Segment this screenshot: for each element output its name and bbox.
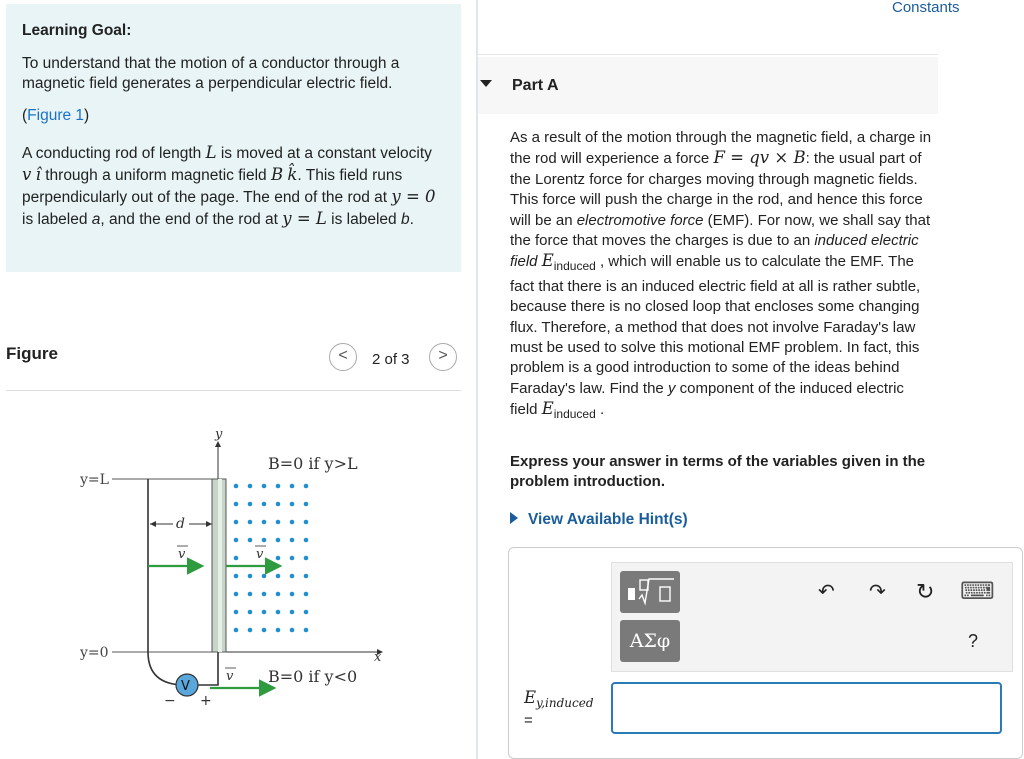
figure-link-line: (Figure 1) <box>22 107 90 124</box>
answer-input[interactable] <box>611 682 1002 734</box>
math-toolbar <box>611 562 1013 672</box>
x-axis-label: x <box>374 650 382 665</box>
part-a-header[interactable] <box>478 57 938 114</box>
reset-icon[interactable]: ↻ <box>916 579 935 604</box>
figure-separator <box>6 390 461 391</box>
answer-label: $E_{y,induced}$ = <box>524 688 594 729</box>
templates-button[interactable] <box>620 571 680 613</box>
part-a-body: As a result of the motion through the magnetic field, a charge in the rod will experience a force F = qv × B: the usual part of the Lorentz force for charges moving through magnetic fields. This force will push the charge in the rod, and hence this force will be an electromotive force (EMF). For now, we shall say that the force that moves the charges is due to an induced electric field $E_{induced}$ , which will enable us to calculate the EMF. The fact that there is an induced electric field at all is rather subtle, because there is no closed loop that encloses some changing flux. Therefore, a method that does not involve Faraday's law must be used to solve this motional EMF problem. In fact, this problem is a good introduction to some of the ideas behind Faraday's law. Find the y component of the induced electric field $E_{induced}$ . <box>510 129 932 422</box>
learning-goal-heading: Learning Goal: <box>22 22 132 39</box>
d-label: d <box>176 516 185 532</box>
force-F: F <box>713 148 725 168</box>
y-axis-label: y <box>215 427 223 442</box>
keyboard-icon[interactable]: ⌨ <box>960 578 995 605</box>
voltmeter-minus: − <box>164 693 176 709</box>
rod-figure <box>60 420 400 720</box>
figure-title: Figure <box>6 344 58 363</box>
part-a-title: Part A <box>512 77 559 94</box>
figure-header <box>6 340 461 380</box>
figure-pager: 2 of 3 <box>372 351 410 368</box>
answer-instruction: Express your answer in terms of the variables given in the problem introduction. <box>510 453 926 490</box>
undo-icon[interactable]: ↶ <box>818 581 835 603</box>
learning-goal-panel <box>6 4 461 272</box>
symbols-button[interactable]: ΑΣφ <box>620 620 680 662</box>
collapse-caret-icon[interactable] <box>480 80 492 87</box>
expand-triangle-icon <box>510 512 518 524</box>
figure-next-button[interactable]: > <box>429 343 457 371</box>
constants-link[interactable]: Constants <box>892 0 960 16</box>
v-mid-label: v <box>256 547 264 562</box>
circuit-wire <box>148 479 218 685</box>
figure-prev-button[interactable]: < <box>329 343 357 371</box>
help-icon[interactable]: ? <box>968 631 979 651</box>
b-field-top-label: B=0 if y>L <box>268 454 358 473</box>
v-left-label: v <box>178 547 186 562</box>
problem-intro: A conducting rod of length L is moved at a constant velocity v î through a uniform magnetic field B k̂. This field runs perpendicularly out of the page. The end of the rod at y = 0 is labeled a, and the end of the rod at y = L is labeled b. <box>22 143 436 228</box>
voltmeter-plus: + <box>200 693 212 709</box>
magnetic-field-dots <box>234 484 309 633</box>
header-separator <box>478 54 938 55</box>
view-hints-link[interactable]: View Available Hint(s) <box>510 511 688 529</box>
v-bottom-label: v <box>226 669 234 684</box>
learning-goal-summary: To understand that the motion of a conductor through a magnetic field generates a perpendicular electric field. <box>22 55 400 92</box>
y-L-label: y=L <box>80 472 109 488</box>
y-0-label: y=0 <box>80 645 109 661</box>
voltmeter-label: V <box>181 679 190 694</box>
redo-icon[interactable]: ↷ <box>869 581 886 603</box>
figure-link[interactable]: Figure 1 <box>27 107 85 124</box>
b-field-bottom-label: B=0 if y<0 <box>268 667 358 686</box>
templates-icon <box>622 574 678 610</box>
